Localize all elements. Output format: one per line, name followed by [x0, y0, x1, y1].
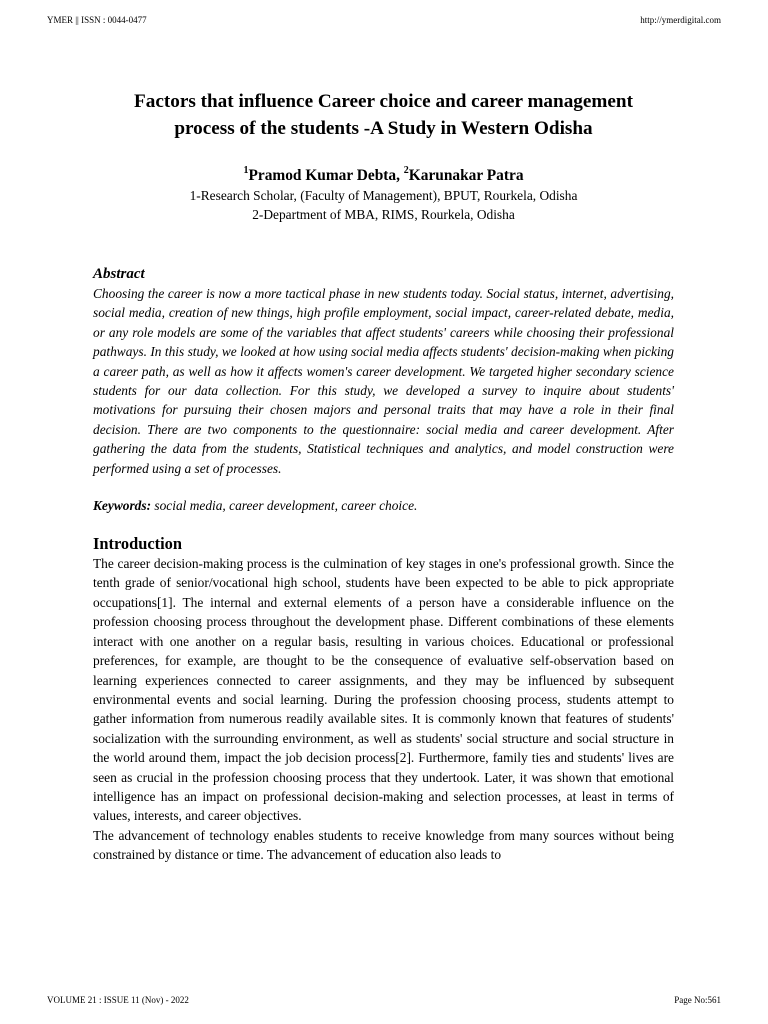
keywords: [93, 496, 674, 515]
running-header-journal: YMER || ISSN : 0044-0477: [47, 15, 147, 25]
running-footer-page-number: Page No:561: [674, 995, 721, 1005]
author-1-name: Pramod Kumar Debta,: [248, 167, 404, 184]
keywords-label: Keywords:: [93, 498, 152, 514]
affiliation-2: 2-Department of MBA, RIMS, Rourkela, Odisha: [252, 207, 515, 222]
paper-content: [93, 88, 674, 865]
affiliation-1: 1-Research Scholar, (Faculty of Management), BPUT, Rourkela, Odisha: [189, 188, 578, 203]
author-2-marker: 2: [403, 164, 409, 176]
paper-title-line-1: Factors that influence Career choice and career management: [134, 91, 633, 112]
author-1-marker: 1: [243, 164, 249, 176]
author-2-name: Karunakar Patra: [408, 167, 524, 184]
running-header-url: http://ymerdigital.com: [640, 15, 721, 25]
paper-title: [93, 88, 674, 142]
keywords-text: social media, career development, career choice.: [151, 498, 418, 514]
paper-title-line-2: process of the students -A Study in Western Odisha: [174, 118, 593, 139]
introduction-paragraph-1: The career decision-making process is the culmination of key stages in one's professional growth. Since the tenth grade of senior/vocational high school, students have been expected to be able to pick appropriate occupations[1]. The internal and external elements of a person have a considerable influence on the profession choosing process throughout the development phase. Different combinations of these elements interact with one another on a regular basis, resulting in various choices. Educational or professional preferences, for example, are thought to be the consequence of evaluative self-observation based on learning experiences connected to career assignments, and they may be influenced by subsequent environmental events and social learning. During the profession choosing process, students attempt to gather information from numerous readily available sites. It is commonly known that features of students' socialization with the surrounding environment, as well as students' social structure and social structure in the world around them, impact the job decision process[2]. Furthermore, family ties and students' lives are seen as crucial in the profession choosing process that they undertook. Later, it was shown that emotional intelligence has an impact on professional decision-making and selection processes, at least in terms of values, interests, and career objectives.: [93, 556, 674, 824]
abstract-body: Choosing the career is now a more tactical phase in new students today. Social status, internet, advertising, social media, creation of new things, high profile employment, social impact, career-related debate, media, or any role models are some of the variables that affect students' careers while choosing their professional pathways. In this study, we looked at how using social media affects students' decision-making when picking a career path, as well as how it affects women's career development. We targeted higher secondary science students for our data collection. For this study, we developed a survey to inquire about students' motivations for pursuing their chosen majors and personal traits that may have a role in their final decision. There are two components to the questionnaire: social media and career development. After gathering the data from the students, Statistical techniques and analytics, and model construction were performed using a set of processes.: [93, 286, 674, 476]
introduction-paragraph-2: The advancement of technology enables students to receive knowledge from many sources without being constrained by distance or time. The advancement of education also leads to: [93, 827, 674, 863]
introduction-heading: Introduction: [93, 534, 182, 554]
author-list: [93, 166, 674, 186]
abstract-heading: Abstract: [93, 266, 145, 282]
running-footer-volume: VOLUME 21 : ISSUE 11 (Nov) - 2022: [47, 995, 189, 1005]
